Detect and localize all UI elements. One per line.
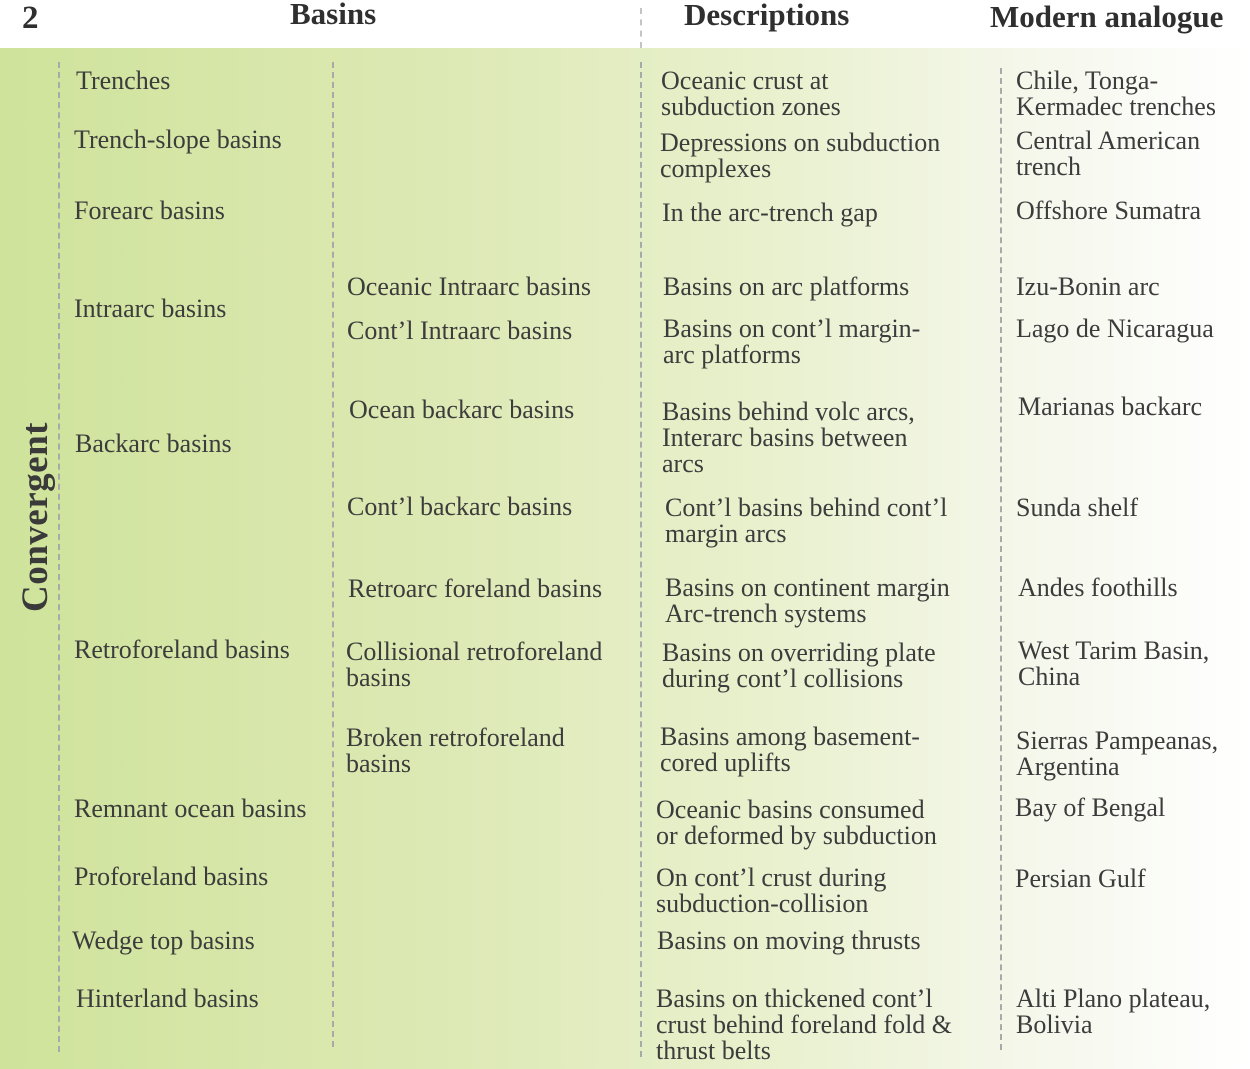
column-divider-subtype	[332, 62, 334, 1047]
column-divider-analogue	[1000, 68, 1002, 1050]
description: Basins on cont’l margin- arc platforms	[663, 314, 921, 369]
modern-analogue: Sunda shelf	[1016, 493, 1139, 522]
column-divider-group	[58, 62, 60, 1052]
basin-type: Proforeland basins	[74, 862, 269, 891]
description: Oceanic crust at subduction zones	[661, 66, 841, 121]
description: Basins among basement- cored uplifts	[660, 722, 920, 777]
description: In the arc-trench gap	[662, 198, 878, 227]
basin-type: Remnant ocean basins	[74, 794, 307, 823]
description: Basins on continent margin Arc-trench systems	[665, 573, 950, 628]
description: On cont’l crust during subduction-collision	[656, 863, 887, 918]
basin-subtype: Oceanic Intraarc basins	[347, 272, 591, 301]
basin-type: Backarc basins	[75, 429, 232, 458]
description: Basins on arc platforms	[663, 272, 910, 301]
modern-analogue: Izu-Bonin arc	[1016, 272, 1160, 301]
basin-type: Forearc basins	[74, 196, 225, 225]
description: Basins on thickened cont’l crust behind foreland fold & thrust belts	[656, 984, 953, 1065]
basin-type: Wedge top basins	[72, 926, 255, 955]
description: Depressions on subduction complexes	[660, 128, 941, 183]
basin-type: Retroforeland basins	[74, 635, 290, 664]
basin-type: Trenches	[76, 66, 171, 95]
modern-analogue: Marianas backarc	[1018, 392, 1203, 421]
basin-type: Hinterland basins	[76, 984, 259, 1013]
modern-analogue: Alti Plano plateau, Bolivia	[1016, 984, 1211, 1039]
basin-type: Intraarc basins	[74, 294, 227, 323]
description: Oceanic basins consumed or deformed by subduction	[656, 795, 937, 850]
basin-subtype: Ocean backarc basins	[349, 395, 575, 424]
modern-analogue: Sierras Pampeanas, Argentina	[1016, 726, 1219, 781]
modern-analogue: Bay of Bengal	[1015, 793, 1166, 822]
header-modern-analogue: Modern analogue	[990, 0, 1224, 34]
basin-subtype: Broken retroforeland basins	[346, 723, 565, 778]
basin-type: Trench-slope basins	[74, 125, 282, 154]
description: Cont’l basins behind cont’l margin arcs	[665, 493, 948, 548]
description: Basins behind volc arcs, Interarc basins between arcs	[662, 397, 915, 478]
header-divider	[640, 8, 642, 48]
modern-analogue: Chile, Tonga- Kermadec trenches	[1016, 66, 1216, 121]
header-basins: Basins	[290, 0, 377, 31]
table-number: 2	[22, 0, 39, 36]
basin-subtype: Retroarc foreland basins	[348, 574, 603, 603]
basin-subtype: Collisional retroforeland basins	[346, 637, 603, 692]
description: Basins on moving thrusts	[657, 926, 921, 955]
modern-analogue: Offshore Sumatra	[1016, 196, 1202, 225]
modern-analogue: Lago de Nicaragua	[1016, 314, 1214, 343]
basin-subtype: Cont’l backarc basins	[347, 492, 573, 521]
modern-analogue: Persian Gulf	[1015, 864, 1146, 893]
modern-analogue: Andes foothills	[1018, 573, 1178, 602]
group-label-convergent: Convergent	[15, 422, 56, 612]
description: Basins on overriding plate during cont’l collisions	[662, 638, 936, 693]
column-divider-description	[640, 62, 642, 1057]
basin-subtype: Cont’l Intraarc basins	[347, 316, 573, 345]
modern-analogue: West Tarim Basin, China	[1018, 636, 1210, 691]
modern-analogue: Central American trench	[1016, 126, 1201, 181]
header-descriptions: Descriptions	[684, 0, 850, 32]
